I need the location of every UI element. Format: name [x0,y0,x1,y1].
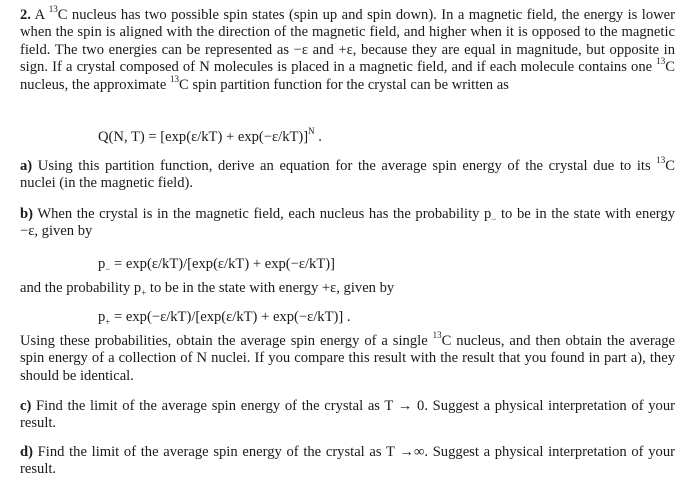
part-b-label: b) [20,206,33,222]
part-b: b) When the crystal is in the magnetic field, each nucleus has the probability $p_-$ to be in the state with energy −ε, given by [20,206,675,240]
part-d-label: d) [20,444,33,460]
p-minus-equation: $p_- = \exp(\varepsilon/kT)/[\exp(\varepsilon/kT) + \exp(-\varepsilon/kT)]$ [98,256,335,274]
part-a-label: a) [20,158,33,174]
p-plus-equation: $p_+ = \exp(-\varepsilon/kT)/[\exp(\varepsilon/kT) + \exp(-\varepsilon/kT)]$ . [98,309,351,327]
problem-number: 2. [20,7,31,23]
problem-intro: 2. A $^{13}$C nucleus has two possible spin states (spin up and spin down). In a magnetic field, the energy is lower when the spin is aligned with the direction of the magnetic field, and higher when it is opposed to the magnetic field. The two energies can be represented as −ε and +ε, because they are equal in magnitude, but opposite in sign. If a crystal composed of N molecules is placed in a magnetic field, and if each molecule contains one $^{13}$C nucleus, the approximate $^{13}$C spin partition function for the crystal can be written as [20,4,675,93]
part-d: d) Find the limit of the average spin energy of the crystal as T →∞. Suggest a physical interpretation of your result. [20,444,675,478]
partition-function-equation: Q(N, $T) = [\exp(\varepsilon/kT) + \exp(-\varepsilon/kT)]^N$ . [98,126,322,145]
part-a: a) Using this partition function, derive an equation for the average spin energy of the crystal due to its $^{13}$C nuclei (in the magnetic field). [20,155,675,192]
part-c: c) Find the limit of the average spin energy of the crystal as T → 0. Suggest a physical interpretation of your result. [20,398,675,432]
part-b-plus-intro: and the probability $p_+$ to be in the state with energy +ε, given by [20,280,395,298]
part-b-instructions: Using these probabilities, obtain the average spin energy of a single $^{13}$C nucleus, and then obtain the average spin energy of a collection of N nuclei. If you compare this result with the result that you found in part a), they should be identical. [20,330,676,384]
part-c-label: c) [20,398,32,414]
